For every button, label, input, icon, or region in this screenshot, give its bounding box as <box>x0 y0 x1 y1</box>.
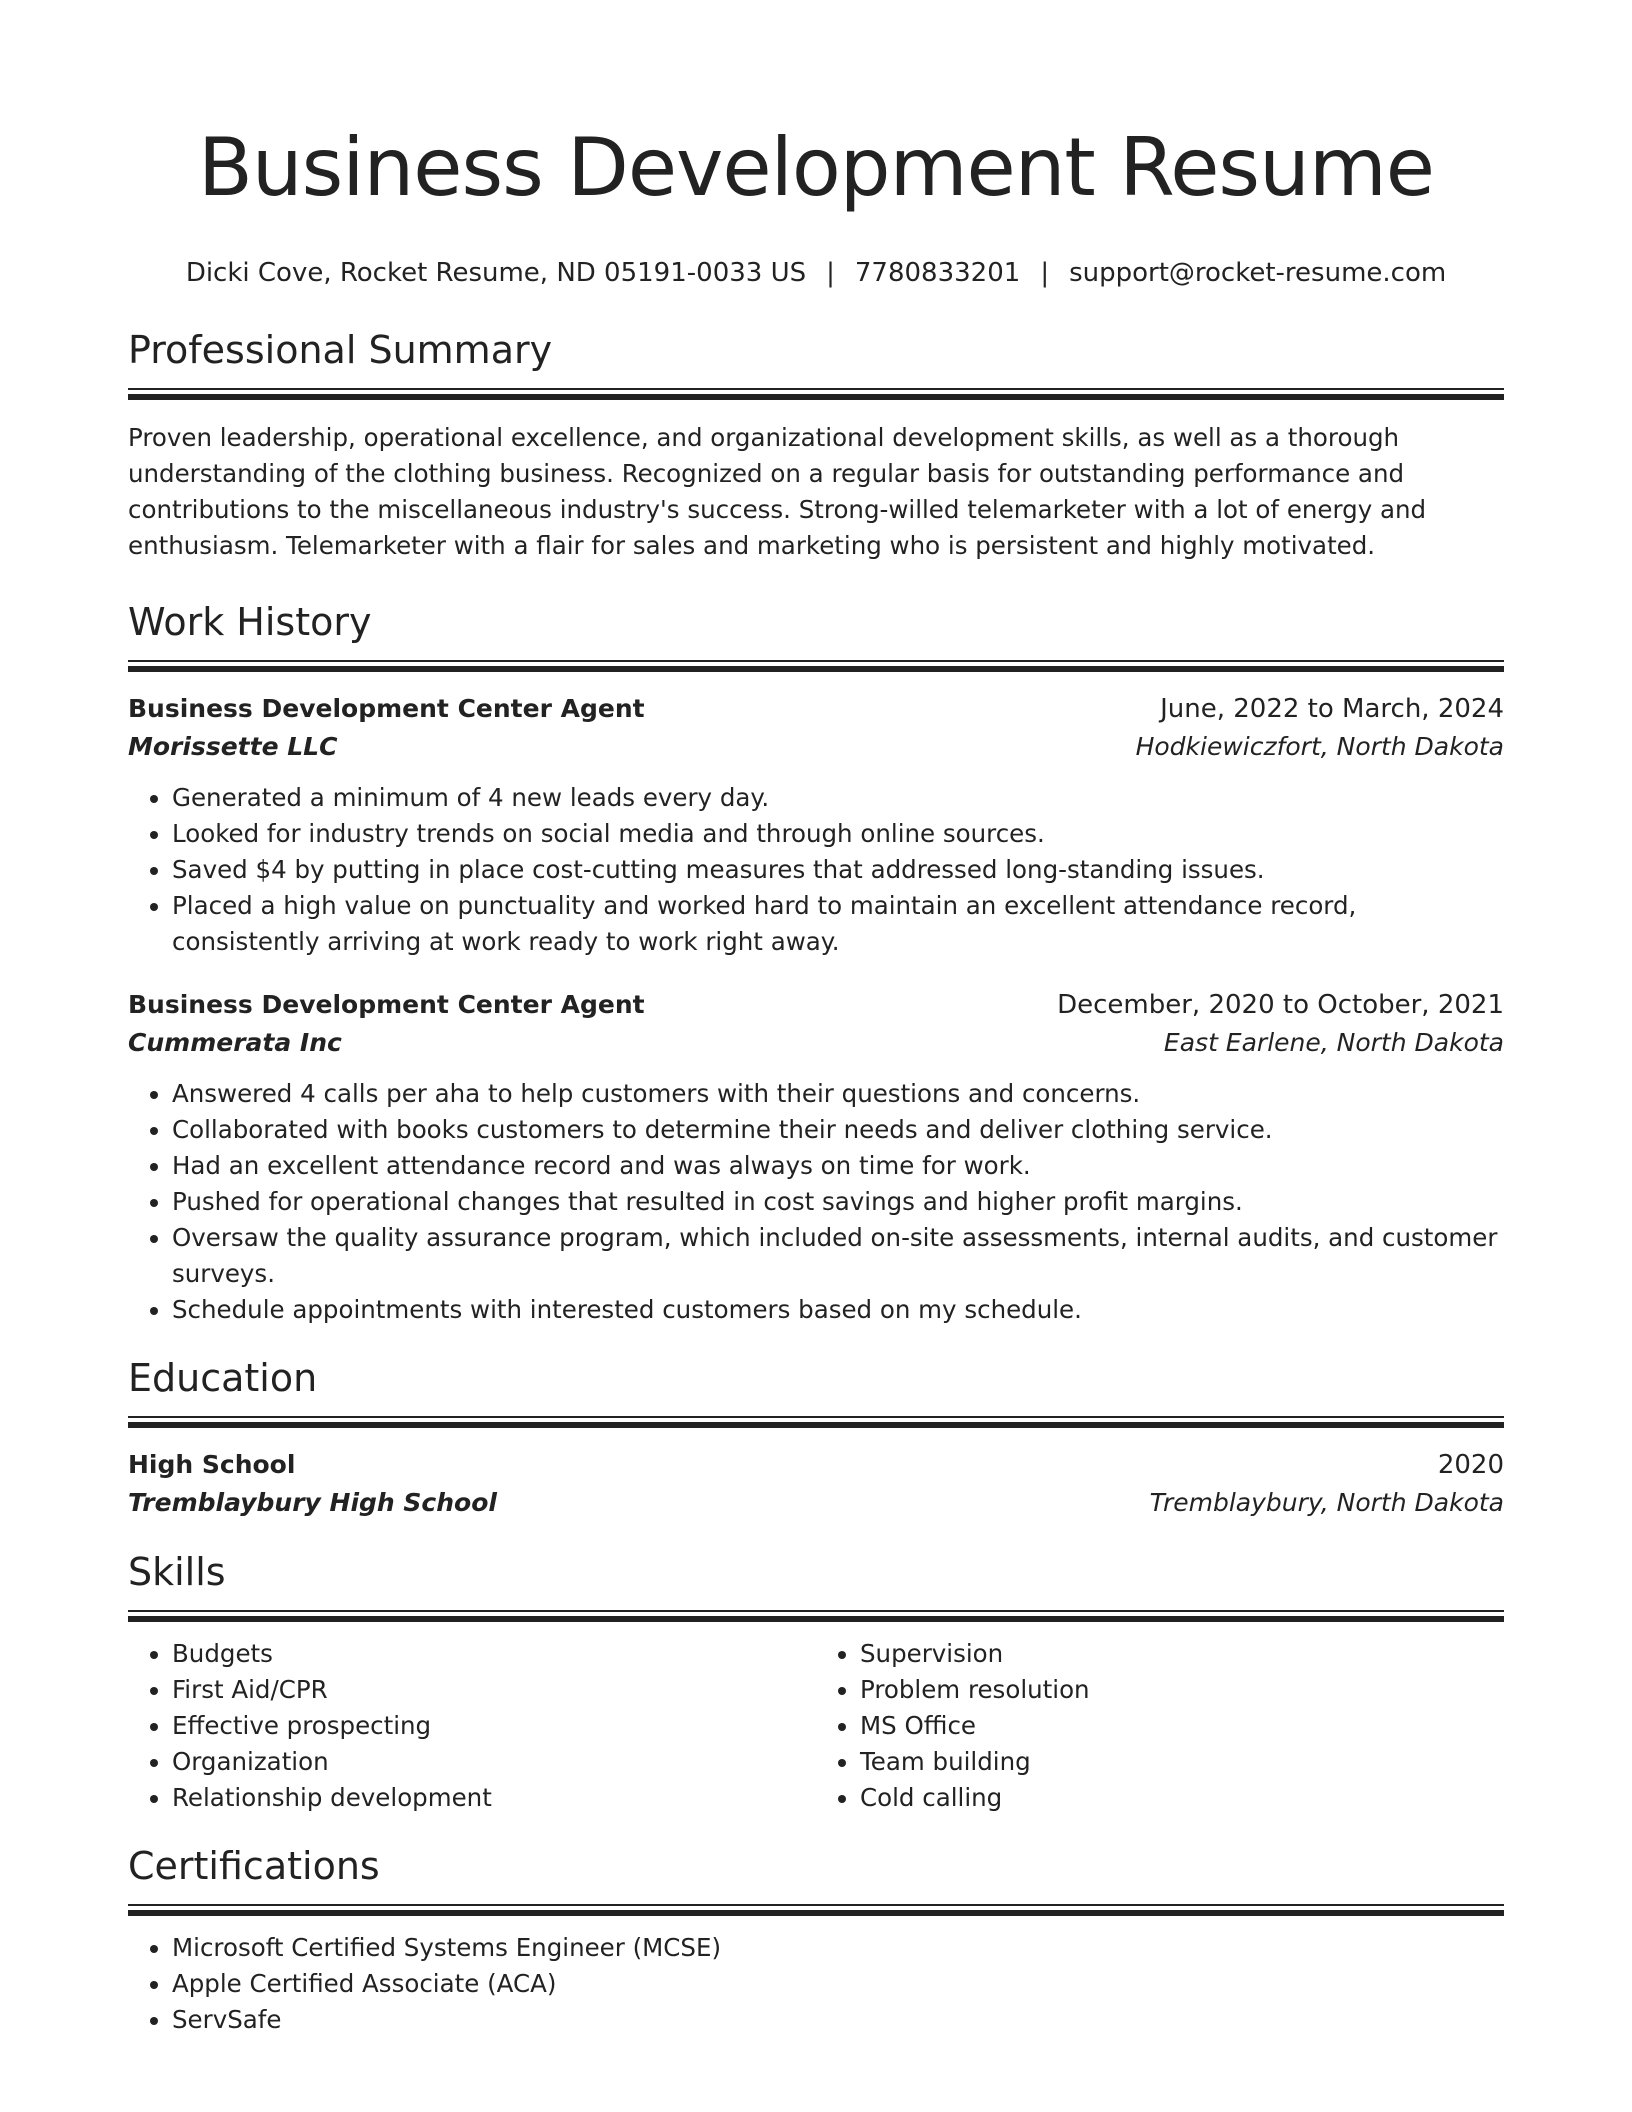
contact-address: Dicki Cove, Rocket Resume, ND 05191-0033 US <box>185 258 807 288</box>
certifications-list <box>128 1930 1504 2038</box>
list-item: • Placed a high value on punctuality and worked hard to maintain an excellent attendance record, consistently arriving at work ready to work right away. <box>172 888 1504 960</box>
list-item: • Saved $4 by putting in place cost-cutting measures that addressed long-standing issues. <box>172 852 1504 888</box>
section-divider <box>128 1610 1504 1622</box>
job-location: East Earlene, North Dakota <box>1163 1028 1504 1057</box>
job-bullets <box>128 1076 1504 1328</box>
list-item: • Budgets <box>172 1636 816 1672</box>
contact-email: support@rocket-resume.com <box>1069 258 1447 288</box>
summary-text: Proven leadership, operational excellence, and organizational development skills, as well as a thorough understanding of the clothing business. Recognized on a regular basis for outstanding performance and contributions to the miscellaneous industry's success. Strong-willed telemarketer with a lot of energy and enthusiasm. Telemarketer with a flair for sales and marketing who is persistent and highly motivated. <box>128 423 1427 560</box>
list-item: • Cold calling <box>860 1780 1504 1816</box>
skills-section-header <box>128 1548 1504 1622</box>
education-location: Tremblaybury, North Dakota <box>1149 1488 1504 1517</box>
section-title-skills: Skills <box>128 1550 226 1594</box>
section-divider <box>128 1904 1504 1916</box>
section-title-work: Work History <box>128 600 372 644</box>
job-company: Morissette LLC <box>128 732 338 761</box>
contact-phone: 7780833201 <box>854 258 1021 288</box>
list-item: • Schedule appointments with interested customers based on my schedule. <box>172 1292 1504 1328</box>
list-item: • Apple Certified Associate (ACA) <box>172 1966 1504 2002</box>
skills-column-left <box>128 1636 816 1816</box>
education-school: Tremblaybury High School <box>128 1488 497 1517</box>
list-item: • MS Office <box>860 1708 1504 1744</box>
education-entry <box>128 1446 1504 1522</box>
job-company: Cummerata Inc <box>128 1028 342 1057</box>
list-item: • Team building <box>860 1744 1504 1780</box>
certifications-section-header <box>128 1842 1504 1916</box>
skills-column-right <box>816 1636 1504 1816</box>
job-dates: June, 2022 to March, 2024 <box>1160 694 1504 724</box>
list-item: • Relationship development <box>172 1780 816 1816</box>
work-section-header <box>128 598 1504 672</box>
job-title: Business Development Center Agent <box>128 990 645 1019</box>
list-item: • Looked for industry trends on social media and through online sources. <box>172 816 1504 852</box>
education-degree: High School <box>128 1450 296 1479</box>
skills-list <box>128 1636 1504 1816</box>
job-location: Hodkiewiczfort, North Dakota <box>1135 732 1504 761</box>
list-item: • Oversaw the quality assurance program, which included on-site assessments, internal audits, and customer surveys. <box>172 1220 1504 1292</box>
list-item: • Organization <box>172 1744 816 1780</box>
job-entry <box>128 986 1504 1328</box>
job-dates: December, 2020 to October, 2021 <box>1057 990 1504 1020</box>
list-item: • Generated a minimum of 4 new leads every day. <box>172 780 1504 816</box>
job-title: Business Development Center Agent <box>128 694 645 723</box>
list-item: • ServSafe <box>172 2002 1504 2038</box>
contact-separator: | <box>826 258 835 288</box>
job-entry <box>128 690 1504 960</box>
contact-separator: | <box>1040 258 1050 288</box>
list-item: • Had an excellent attendance record and was always on time for work. <box>172 1148 1504 1184</box>
list-item: • Supervision <box>860 1636 1504 1672</box>
section-title-education: Education <box>128 1356 318 1400</box>
education-year: 2020 <box>1437 1450 1504 1480</box>
education-section-header <box>128 1354 1504 1428</box>
list-item: • Pushed for operational changes that resulted in cost savings and higher profit margins. <box>172 1184 1504 1220</box>
summary-section-header <box>128 326 1504 400</box>
contact-line <box>128 256 1504 290</box>
list-item: • Effective prospecting <box>172 1708 816 1744</box>
list-item: • Problem resolution <box>860 1672 1504 1708</box>
resume-title: Business Development Resume <box>198 121 1434 214</box>
job-bullets <box>128 780 1504 960</box>
section-divider <box>128 1416 1504 1428</box>
list-item: • Collaborated with books customers to determine their needs and deliver clothing service. <box>172 1112 1504 1148</box>
list-item: • First Aid/CPR <box>172 1672 816 1708</box>
list-item: • Microsoft Certified Systems Engineer (MCSE) <box>172 1930 1504 1966</box>
list-item: • Answered 4 calls per aha to help customers with their questions and concerns. <box>172 1076 1504 1112</box>
section-divider <box>128 388 1504 400</box>
section-divider <box>128 660 1504 672</box>
section-title-summary: Professional Summary <box>128 328 553 372</box>
section-title-certifications: Certifications <box>128 1844 380 1888</box>
